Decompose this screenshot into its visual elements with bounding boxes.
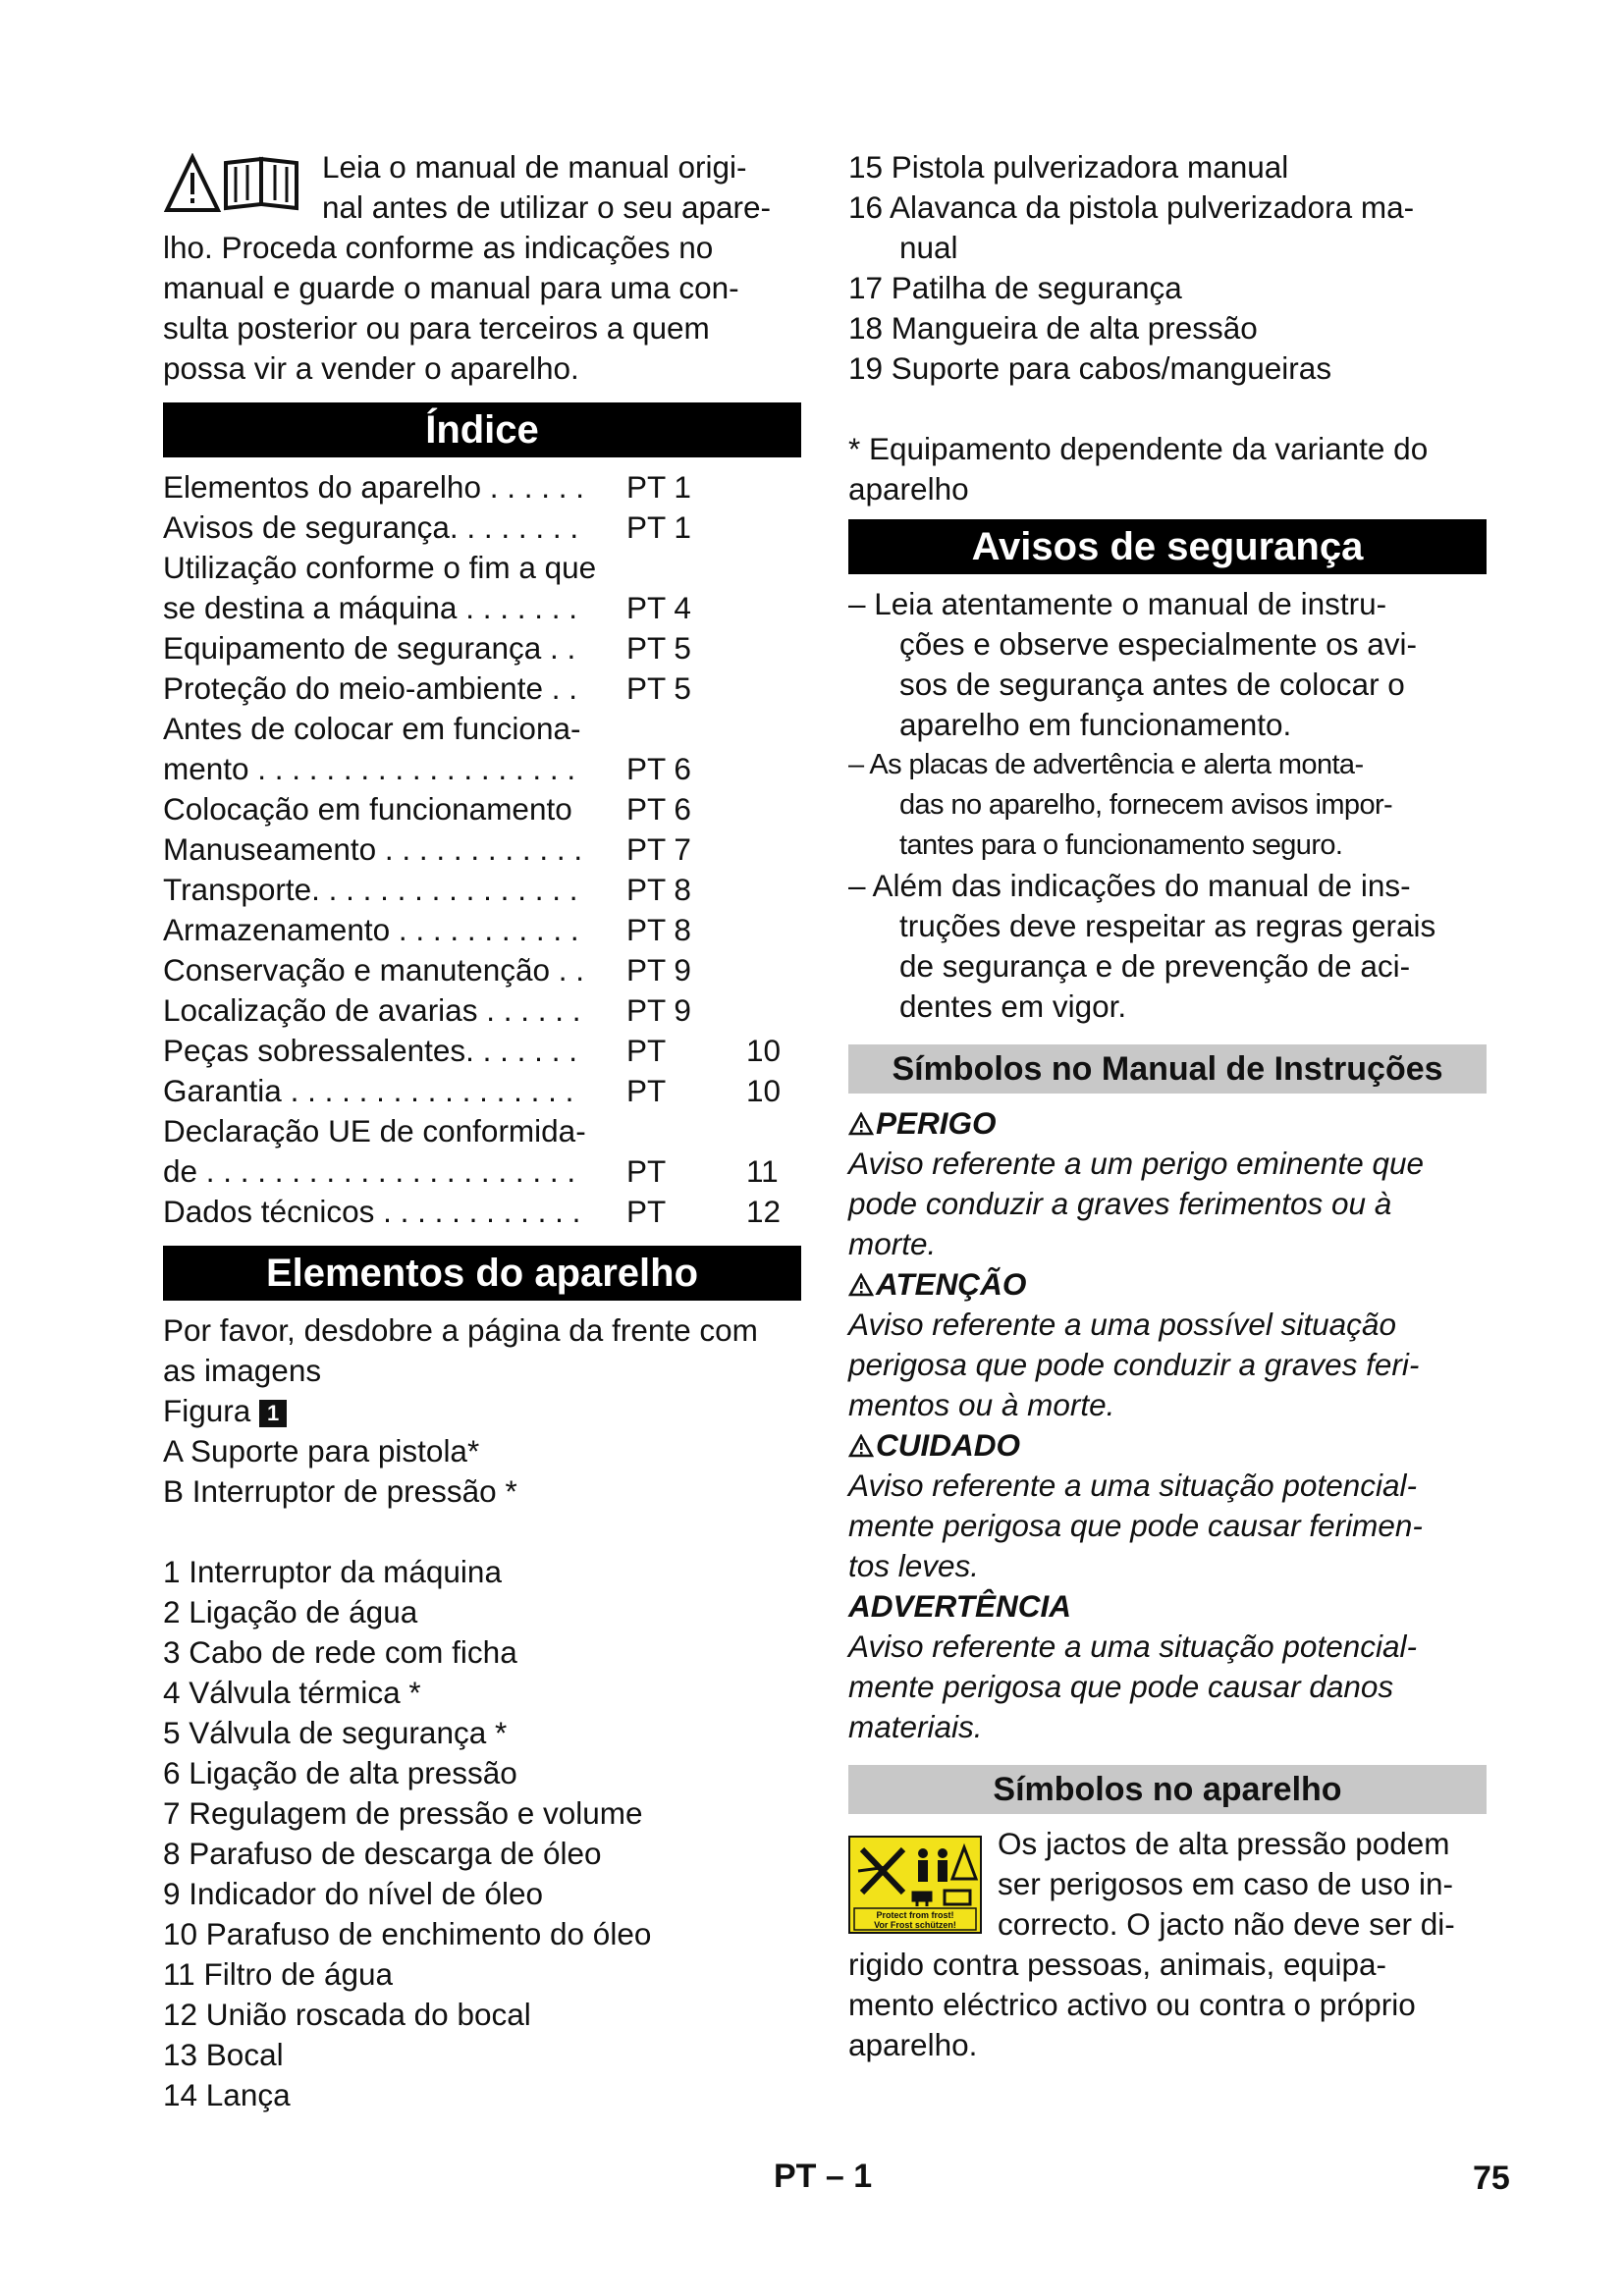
device-symbol-text: ser perigosos em caso de uso in- xyxy=(998,1866,1453,1901)
list-item: 18 Mangueira de alta pressão xyxy=(848,310,1258,346)
safety-line: de segurança e de prevenção de aci- xyxy=(899,948,1411,984)
toc-entry-wrap: Declaração UE de conformida- xyxy=(163,1113,586,1148)
toc-entry[interactable]: Colocação em funcionamento PT 6 xyxy=(163,791,691,827)
left-column xyxy=(163,147,801,2115)
intro-line: Leia o manual de manual origi- xyxy=(322,149,747,185)
intro-line: lho. Proceda conforme as indicações no xyxy=(163,230,714,265)
intro-line: possa vir a vender o aparelho. xyxy=(163,350,579,386)
list-item: 17 Patilha de segurança xyxy=(848,270,1182,305)
list-item: 8 Parafuso de descarga de óleo xyxy=(163,1836,602,1871)
numbered-list-continued xyxy=(848,147,1487,389)
warning-triangle-icon xyxy=(848,1434,874,1458)
toc-entry[interactable]: Dados técnicos . . . . . . . . . . . . PT 12 xyxy=(163,1194,782,1229)
list-item: 9 Indicador do nível de óleo xyxy=(163,1876,544,1911)
safety-line: aparelho em funcionamento. xyxy=(899,707,1292,742)
device-symbol-text: Os jactos de alta pressão podem xyxy=(998,1826,1450,1861)
safety-heading: Avisos de segurança xyxy=(848,519,1487,574)
advertencia-text: mente perigosa que pode causar danos xyxy=(848,1669,1394,1704)
list-item: A Suporte para pistola* xyxy=(163,1433,480,1468)
safety-list xyxy=(848,584,1487,1027)
safety-line: das no aparelho, fornecem avisos impor- xyxy=(899,789,1393,821)
table-of-contents xyxy=(163,467,801,1232)
toc-entry[interactable]: de . . . . . . . . . . . . . . . . . . . . . . PT 11 xyxy=(163,1153,779,1189)
list-item: 12 União roscada do bocal xyxy=(163,1997,531,2032)
list-item: 10 Parafuso de enchimento do óleo xyxy=(163,1916,652,1951)
intro-line: nal antes de utilizar o seu apare- xyxy=(322,189,772,225)
warning-manual-icon xyxy=(163,153,310,216)
safety-line: – Além das indicações do manual de ins- xyxy=(848,868,1411,903)
toc-entry[interactable]: Elementos do aparelho . . . . . . PT 1 xyxy=(163,469,691,505)
list-item: 16 Alavanca da pistola pulverizadora ma- xyxy=(848,189,1415,225)
footnote: aparelho xyxy=(848,471,969,507)
footer-page-number: 75 xyxy=(1473,2160,1510,2197)
footer-section-page: PT – 1 xyxy=(774,2158,873,2195)
device-symbol-text: aparelho. xyxy=(848,2027,978,2062)
list-item: 3 Cabo de rede com ficha xyxy=(163,1634,517,1670)
toc-entry[interactable]: Manuseamento . . . . . . . . . . . . PT 7 xyxy=(163,831,691,867)
toc-entry[interactable]: Conservação e manutenção . . PT 9 xyxy=(163,952,691,988)
safety-line: dentes em vigor. xyxy=(899,988,1127,1024)
advertencia-text: materiais. xyxy=(848,1709,983,1744)
intro-line: manual e guarde o manual para uma con- xyxy=(163,270,739,305)
safety-line: ções e observe especialmente os avi- xyxy=(899,626,1418,662)
elements-intro: Por favor, desdobre a página da frente com xyxy=(163,1312,758,1348)
list-item: 2 Ligação de água xyxy=(163,1594,418,1629)
atencao-text: mentos ou à morte. xyxy=(848,1387,1115,1422)
symbols-manual-heading: Símbolos no Manual de Instruções xyxy=(848,1044,1487,1094)
perigo-text: pode conduzir a graves ferimentos ou à xyxy=(848,1186,1392,1221)
safety-line: truções deve respeitar as regras gerais xyxy=(899,908,1436,943)
device-symbol-text: correcto. O jacto não deve ser di- xyxy=(998,1906,1455,1942)
list-item: 6 Ligação de alta pressão xyxy=(163,1755,517,1790)
intro-block xyxy=(163,147,801,389)
lettered-list xyxy=(163,1431,801,1512)
atencao-title: ATENÇÃO xyxy=(848,1264,1487,1305)
elements-intro: as imagens xyxy=(163,1353,322,1388)
list-item: B Interruptor de pressão * xyxy=(163,1473,517,1509)
list-item: 4 Válvula térmica * xyxy=(163,1675,421,1710)
toc-entry[interactable]: Avisos de segurança. . . . . . . . PT 1 xyxy=(163,509,691,545)
toc-entry-wrap: Antes de colocar em funciona- xyxy=(163,711,581,746)
toc-entry-wrap: Utilização conforme o fim a que xyxy=(163,550,597,585)
cuidado-text: mente perigosa que pode causar ferimen- xyxy=(848,1508,1423,1543)
toc-entry[interactable]: Localização de avarias . . . . . . PT 9 xyxy=(163,992,691,1028)
warning-triangle-icon xyxy=(848,1273,874,1297)
safety-line: – As placas de advertência e alerta monta- xyxy=(848,749,1364,780)
elements-heading: Elementos do aparelho xyxy=(163,1246,801,1301)
toc-entry[interactable]: mento . . . . . . . . . . . . . . . . . . . PT 6 xyxy=(163,751,691,786)
warning-triangle-icon xyxy=(848,1112,874,1136)
device-symbol-text: mento eléctrico activo ou contra o próprio xyxy=(848,1987,1416,2022)
list-item: 5 Válvula de segurança * xyxy=(163,1715,508,1750)
list-item: 13 Bocal xyxy=(163,2037,284,2072)
cuidado-text: Aviso referente a uma situação potencial- xyxy=(848,1468,1417,1503)
perigo-text: morte. xyxy=(848,1226,937,1261)
atencao-text: Aviso referente a uma possível situação xyxy=(848,1307,1396,1342)
numbered-list xyxy=(163,1552,801,2115)
perigo-text: Aviso referente a um perigo eminente que xyxy=(848,1146,1425,1181)
list-item: 19 Suporte para cabos/mangueiras xyxy=(848,350,1332,386)
safety-line: tantes para o funcionamento seguro. xyxy=(899,829,1343,861)
toc-entry[interactable]: Proteção do meio-ambiente . . PT 5 xyxy=(163,670,691,706)
figure-number-badge: 1 xyxy=(259,1400,287,1427)
toc-entry[interactable]: Equipamento de segurança . . PT 5 xyxy=(163,630,691,666)
atencao-text: perigosa que pode conduzir a graves feri- xyxy=(848,1347,1420,1382)
device-symbol-text: rigido contra pessoas, animais, equipa- xyxy=(848,1947,1387,1982)
toc-entry[interactable]: Transporte. . . . . . . . . . . . . . . . PT 8 xyxy=(163,872,691,907)
advertencia-title: ADVERTÊNCIA xyxy=(848,1588,1071,1624)
toc-entry[interactable]: Garantia . . . . . . . . . . . . . . . . . PT 10 xyxy=(163,1073,782,1108)
figure-reference: Figura 1 xyxy=(163,1391,801,1431)
device-symbol-block xyxy=(848,1824,1487,2065)
sign-text-line: Protect from frost! xyxy=(876,1910,954,1920)
list-item: nual xyxy=(899,230,958,265)
list-item: 14 Lança xyxy=(163,2077,291,2112)
sign-text-line: Vor Frost schützen! xyxy=(874,1920,956,1930)
symbols-device-heading: Símbolos no aparelho xyxy=(848,1765,1487,1814)
safety-line: – Leia atentamente o manual de instru- xyxy=(848,586,1387,621)
right-column xyxy=(848,147,1487,2065)
list-item: 15 Pistola pulverizadora manual xyxy=(848,149,1289,185)
list-item: 1 Interruptor da máquina xyxy=(163,1554,502,1589)
cuidado-title: CUIDADO xyxy=(848,1425,1487,1466)
footnote: * Equipamento dependente da variante do xyxy=(848,431,1429,466)
index-heading: Índice xyxy=(163,402,801,457)
perigo-title: PERIGO xyxy=(848,1103,1487,1144)
list-item: 7 Regulagem de pressão e volume xyxy=(163,1795,643,1831)
advertencia-text: Aviso referente a uma situação potencial- xyxy=(848,1629,1417,1664)
toc-entry[interactable]: Armazenamento . . . . . . . . . . . PT 8 xyxy=(163,912,691,947)
safety-line: sos de segurança antes de colocar o xyxy=(899,667,1405,702)
toc-entry[interactable]: Peças sobressalentes. . . . . . . PT 10 xyxy=(163,1033,782,1068)
toc-entry[interactable]: se destina a máquina . . . . . . . PT 4 xyxy=(163,590,691,625)
high-pressure-warning-sign-icon xyxy=(848,1836,982,1934)
intro-line: sulta posterior ou para terceiros a quem xyxy=(163,310,710,346)
list-item: 11 Filtro de água xyxy=(163,1956,394,1992)
cuidado-text: tos leves. xyxy=(848,1548,980,1583)
